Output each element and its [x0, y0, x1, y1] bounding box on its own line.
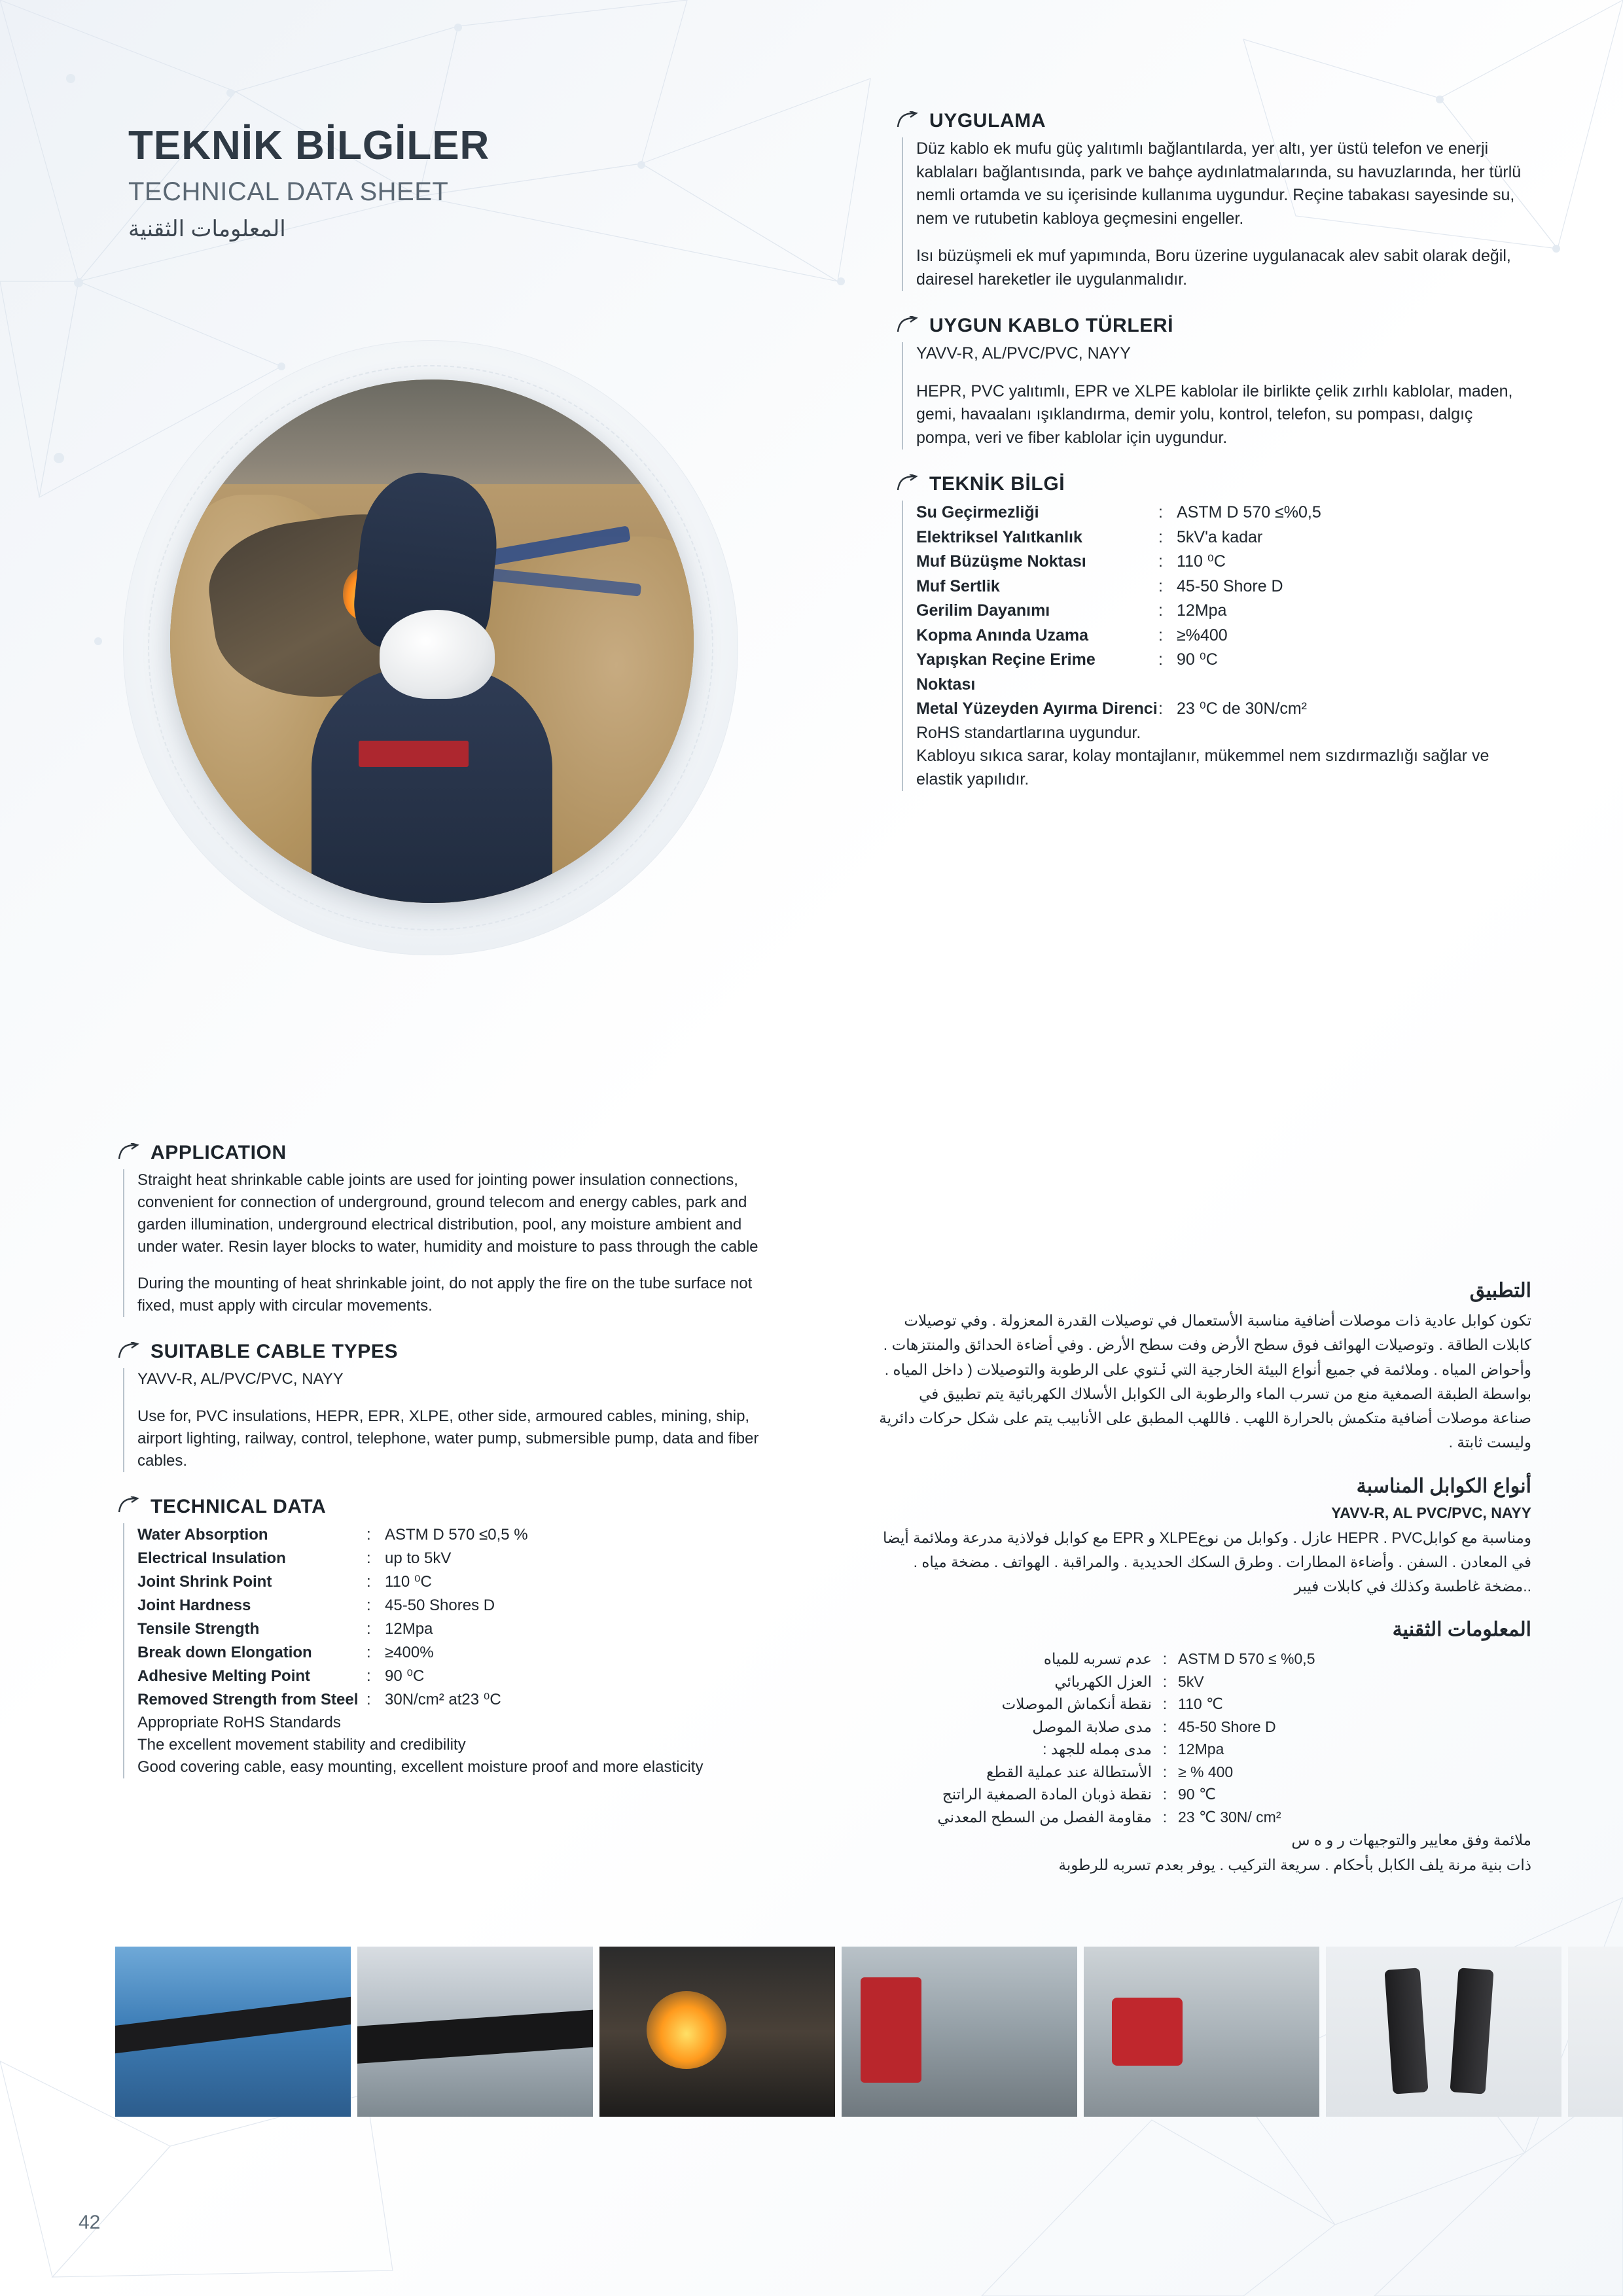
jointing-site-photo	[842, 1947, 1077, 2117]
turkish-application-paragraph-2: Isı büzüşmeli ek muf yapımında, Boru üzerine uygulanacak alev sabit olarak değil, dairesel hareketler ile uygulanmalıdır.	[916, 247, 1511, 289]
english-application-paragraph-2: During the mounting of heat shrinkable joint, do not apply the fire on the tube surface not fixed, must apply with circular movements.	[137, 1275, 753, 1315]
table-row: نقطة أنكماش الموصلات : 110 ℃	[1001, 1695, 1223, 1713]
english-cable-types-body	[123, 1368, 779, 1472]
arabic-application-block	[877, 1279, 1531, 1455]
main-photo	[170, 380, 694, 903]
turkish-application-paragraph-1: Düz kablo ek mufu güç yalıtımlı bağlantılarda, yer altı, yer üstü telefon ve enerji kablaları bağlantısında, park ve bahçe aydınlatmalarında, su havuzlarında, her türlü nemli ortamda ve su içerisinde kullanıma uygundur. Reçine tabakası sayesinde su, nem ve rutubetin kabloya geçmesini engeller.	[916, 139, 1522, 228]
table-row: Yapışkan Reçine Erime Noktası : 90 ⁰C	[916, 650, 1218, 694]
cable-ends-photo	[1568, 1947, 1623, 2117]
turkish-technical-note-1: RoHS standartlarına uygundur.	[916, 723, 1141, 742]
arrow-right-icon	[118, 1143, 140, 1163]
english-technical-block	[118, 1496, 779, 1778]
arrow-right-icon	[897, 111, 919, 132]
turkish-technical-heading: TEKNİK BİLGİ	[897, 473, 1525, 495]
arabic-application-heading: التطبيق	[1469, 1280, 1531, 1301]
english-cable-types-heading: SUITABLE CABLE TYPES	[118, 1341, 779, 1363]
turkish-cable-types-heading: UYGUN KABLO TÜRLERİ	[897, 315, 1525, 337]
table-row: Break down Elongation : ≥400%	[137, 1643, 434, 1661]
photo-logo-patch	[359, 741, 469, 767]
english-application-heading: APPLICATION	[118, 1142, 779, 1164]
english-technical-note-1: Appropriate RoHS Standards	[137, 1713, 341, 1731]
table-row: Tensile Strength : 12Mpa	[137, 1619, 433, 1638]
turkish-spec-table	[902, 501, 1525, 791]
table-row: Su Geçirmezliği : ASTM D 570 ≤%0,5	[916, 503, 1321, 521]
table-row: الأستطالة عند عملية القطع : ≥ % 400	[986, 1763, 1234, 1780]
turkish-cable-types-list: YAVV-R, AL/PVC/PVC, NAYY	[916, 344, 1131, 362]
arrow-right-icon	[118, 1496, 140, 1517]
arabic-technical-note-1: ملائمة وفق معايير والتوجيهات ر و ه س	[1291, 1831, 1531, 1849]
turkish-cable-types-block	[897, 315, 1525, 450]
english-cable-types-list: YAVV-R, AL/PVC/PVC, NAYY	[137, 1370, 344, 1388]
arabic-cable-types-heading: أنواع الكوابل المناسبة	[1356, 1475, 1531, 1497]
turkish-application-heading: UYGULAMA	[897, 110, 1525, 132]
turkish-application-body	[902, 137, 1525, 291]
table-row: Muf Büzüşme Noktası : 110 ⁰C	[916, 552, 1226, 571]
table-row: Muf Sertlik : 45-50 Shore D	[916, 576, 1283, 595]
english-spec-table	[123, 1523, 779, 1778]
torch-flame-photo	[599, 1947, 835, 2117]
turkish-technical-block	[897, 473, 1525, 791]
cable-sample-2	[1450, 1968, 1493, 2094]
arabic-cable-types-block	[877, 1475, 1531, 1599]
cable-prep-photo	[1084, 1947, 1319, 2117]
page-number: 42	[79, 2212, 101, 2233]
english-cable-types-block	[118, 1341, 779, 1472]
arabic-spec-table	[877, 1648, 1531, 1877]
english-column	[118, 1142, 779, 1802]
arrow-right-icon	[897, 316, 919, 336]
arabic-technical-note-2: ذات بنية مرنة يلف الكابل بأحكام . سريعة التركيب . يوفر بعدم تسربه للرطوبة	[1058, 1856, 1531, 1873]
turkish-cable-types-body	[902, 342, 1525, 450]
page-subtitle: TECHNICAL DATA SHEET	[128, 177, 449, 207]
page-title: TEKNİK BİLGİLER	[128, 123, 490, 168]
arabic-column	[877, 1279, 1531, 1897]
english-technical-heading: TECHNICAL DATA	[118, 1496, 779, 1518]
table-row: نقطة ذوبان المادة الصمغية الراتنج : 90 ℃	[942, 1786, 1216, 1803]
arabic-cable-types-list: YAVV-R, AL PVC/PVC, NAYY	[1331, 1504, 1531, 1521]
armoured-cable-photo	[1326, 1947, 1561, 2117]
shrink-tube-photo	[357, 1947, 593, 2117]
arabic-cable-types-paragraph: ومناسبة مع كوابلHEPR . PVC عازل . وكوابل من نوعXLPE و EPR مع كوابل فولاذية مدرعة وملائمة أيضا في المعادن . السفن . وأضاءة المطارات . وطرق السكك الحديدية . والمراقبة . الهواتف . مضخة مياه . ..مضخة غاطسة وكذلك في كابلات فيبر	[883, 1528, 1531, 1595]
table-row: عدم تسربه للمياه : ASTM D 570 ≤ %0,5	[1043, 1650, 1315, 1668]
table-row: Metal Yüzeyden Ayırma Direnci : 23 ⁰C de 30N/cm²	[916, 699, 1307, 718]
photo-worker-front	[312, 667, 552, 903]
turkish-cable-types-description: HEPR, PVC yalıtımlı, EPR ve XLPE kablolar ile birlikte çelik zırhlı kablolar, maden, gemi, havaalanı ışıklandırma, demir yolu, kontrol, telefon, su pompası, dalgıç pompa, veri ve fiber kablolar için uygundur.	[916, 381, 1513, 447]
arrow-right-icon	[118, 1342, 140, 1362]
table-row: Kopma Anında Uzama : ≥%400	[916, 626, 1228, 645]
table-row: Joint Hardness : 45-50 Shores D	[137, 1596, 495, 1614]
page-header	[128, 124, 783, 242]
table-row: مدى ݦمله للجهد : : 12Mpa	[1043, 1740, 1224, 1758]
photo-strip	[115, 1947, 1623, 2117]
table-row: Water Absorption : ASTM D 570 ≤0,5 %	[137, 1525, 528, 1544]
arabic-application-paragraph: تكون كوابل عادية ذات موصلات أضافية مناسبة الأستعمال في توصيلات القدرة المعزولة . وفي توصيلات كابلات الطاقة . وتوصيلات الهوائف فوق سطح الأرض وفت سطح الأرض . وفي أضاءة الحدائق والمنتزهات . وأحواض المياه . وملائمة في جميع أنواع البيئة الخارجية التي ݩتوي على الرطوبة والتوصيلات ( داخل المياه . بواسطة الطبقة الصمغية منع من تسرب الماء والرطوبة الى الكوابل الأسلاك الكهربائية يتم تطبيق في صناعة موصلات أضافية متكمش بالحرارة اللهب . فاللهب المطبق على الأنابيب يتم على شكل حركات دائرية وليست ثابتة .	[879, 1312, 1531, 1451]
table-row: Electrical Insulation : up to 5kV	[137, 1549, 452, 1567]
cable-sample-1	[1384, 1968, 1428, 2094]
english-application-paragraph-1: Straight heat shrinkable cable joints are used for jointing power insulation connections, convenient for connection of underground, ground telecom and energy cables, park and garden illumination, underground electrical distribution, pool, any moisture ambient and under water. Resin layer blocks to water, humidity and moisture to pass through the cable	[137, 1171, 758, 1256]
arrow-right-icon	[897, 474, 919, 495]
table-row: Adhesive Melting Point : 90 ⁰C	[137, 1667, 425, 1685]
turkish-column	[897, 110, 1525, 815]
arabic-technical-heading: المعلومات الثقنية	[1392, 1619, 1531, 1641]
photo-helmet	[380, 610, 495, 699]
english-technical-note-2: The excellent movement stability and credibility	[137, 1735, 466, 1754]
turkish-application-block	[897, 110, 1525, 291]
turkish-technical-note-2: Kabloyu sıkıca sarar, kolay montajlanır, mükemmel nem sızdırmazlığı sağlar ve elastik yapılıdır.	[916, 747, 1489, 788]
english-technical-note-3: Good covering cable, easy mounting, excellent moisture proof and more elasticity	[137, 1757, 704, 1776]
table-row: مدى صلابة الموصل : 45-50 Shore D	[1032, 1718, 1276, 1735]
english-cable-types-description: Use for, PVC insulations, HEPR, EPR, XLPE, other side, armoured cables, mining, ship, airport lighting, railway, control, telephone, water pump, submersible pump, data and fiber cables.	[137, 1407, 759, 1470]
page-title-arabic: المعلومات الثقنية	[128, 217, 286, 242]
table-row: Joint Shrink Point : 110 ⁰C	[137, 1572, 432, 1591]
english-application-block	[118, 1142, 779, 1317]
cable-in-water-photo	[115, 1947, 351, 2117]
table-row: Gerilim Dayanımı : 12Mpa	[916, 601, 1227, 620]
english-application-body	[123, 1169, 779, 1317]
table-row: Elektriksel Yalıtkanlık : 5kV'a kadar	[916, 527, 1263, 546]
table-row: مقاومة الفصل من السطح المعدني : 23 ℃ 30N/ cm²	[937, 1808, 1281, 1826]
arabic-technical-block	[877, 1618, 1531, 1877]
table-row: العزل الكهربائي : 5kV	[1054, 1672, 1204, 1690]
table-row: Removed Strength from Steel : 30N/cm² at23 ⁰C	[137, 1690, 501, 1708]
